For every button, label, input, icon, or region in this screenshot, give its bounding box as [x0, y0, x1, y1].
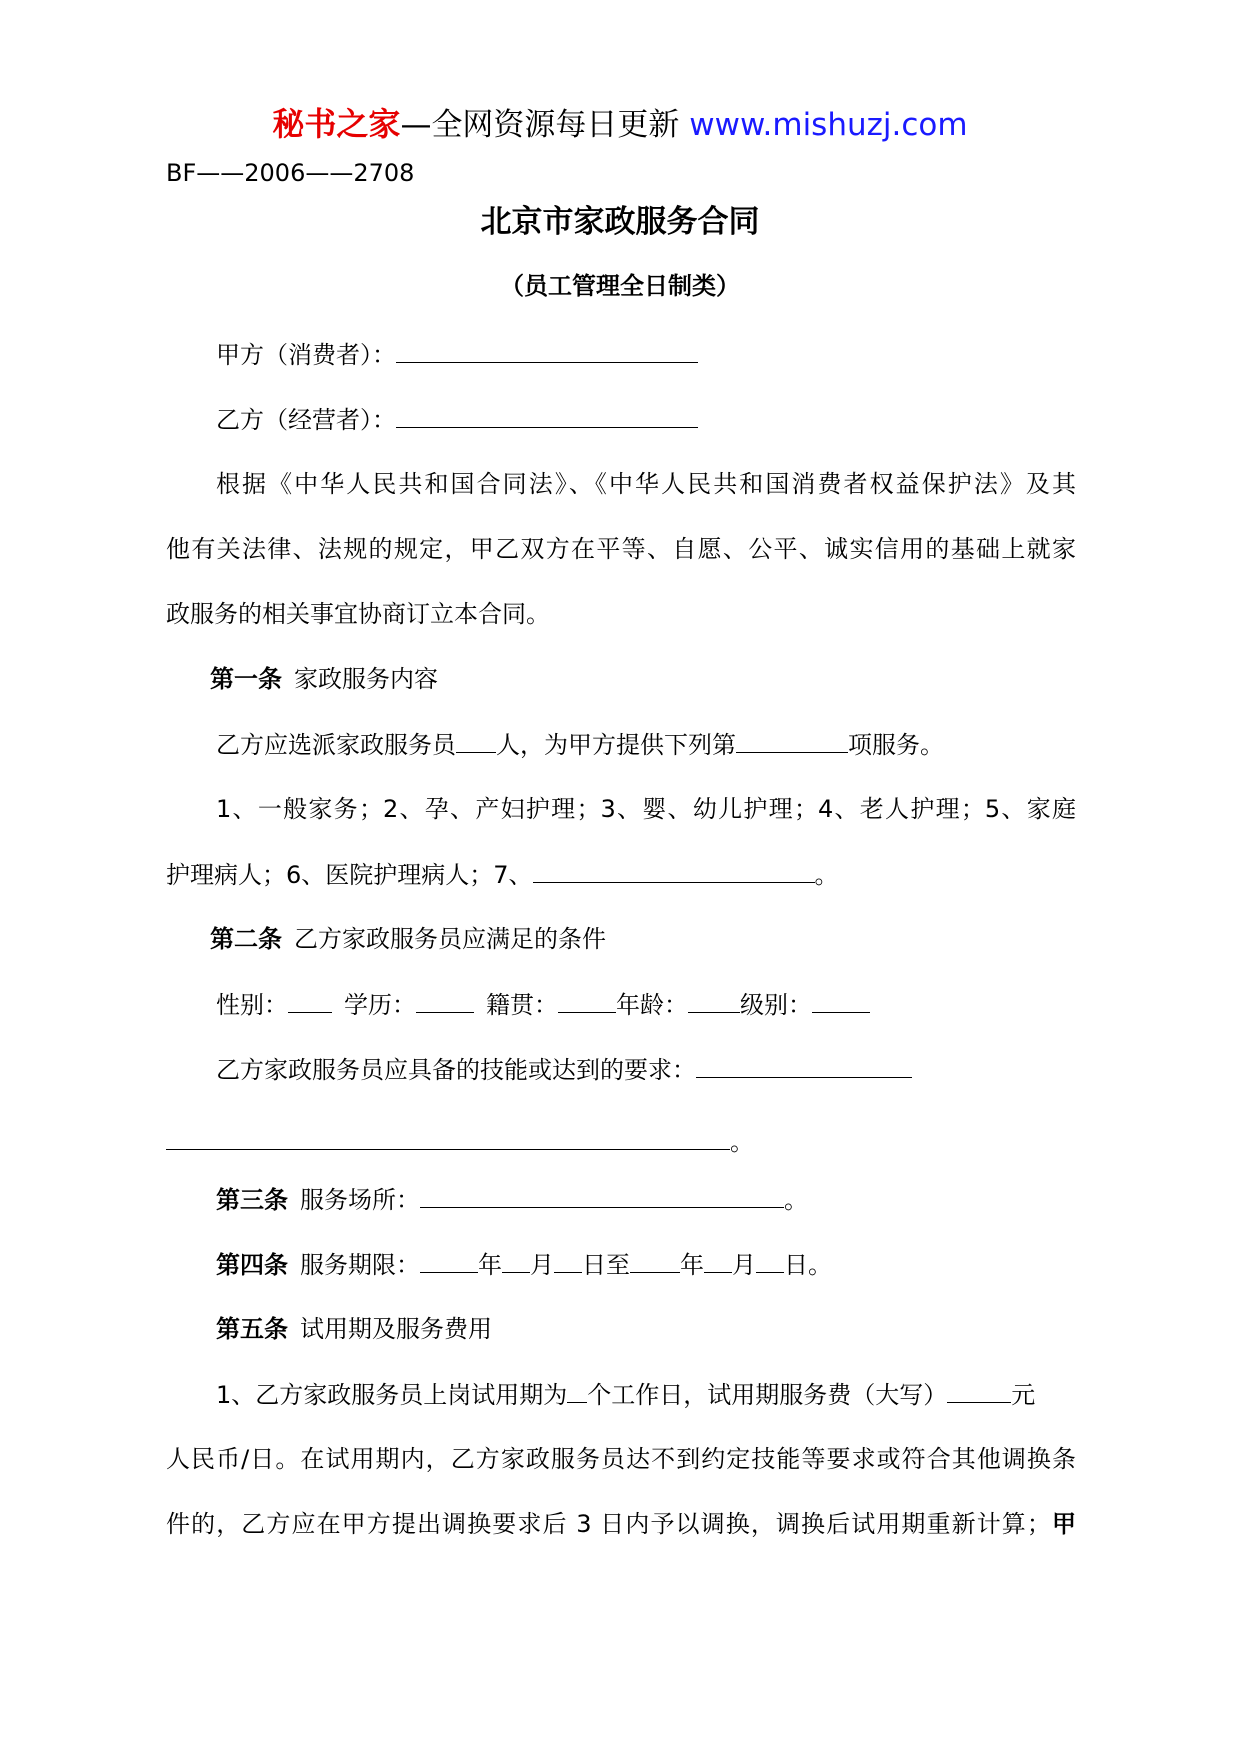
- end-year-blank: [630, 1246, 680, 1273]
- origin-blank: [558, 986, 616, 1013]
- article-2-number: 第二条: [210, 925, 282, 953]
- article-5-line-2: 人民币/日。在试用期内，乙方家政服务员达不到约定技能等要求或符合其他调换条: [166, 1445, 1076, 1473]
- level-label: 级别：: [740, 991, 812, 1019]
- article-1-line-1: [166, 726, 1126, 763]
- party-a-blank: [396, 336, 698, 363]
- year-label: 年: [478, 1251, 502, 1279]
- probation-fee-blank: [947, 1376, 1011, 1403]
- level-blank: [812, 986, 870, 1013]
- staff-count-label: 乙方应选派家政服务员: [216, 731, 456, 759]
- service-location-blank: [420, 1181, 784, 1208]
- skills-end: 。: [730, 1128, 754, 1156]
- brand-name: 秘书之家: [272, 105, 401, 143]
- year-label-2: 年: [680, 1251, 704, 1279]
- party-b-line: [166, 401, 1126, 438]
- probation-days-blank: [567, 1376, 587, 1403]
- site-url-link[interactable]: www.mishuzj.com: [689, 107, 968, 143]
- age-blank: [688, 986, 740, 1013]
- gender-label: 性别：: [216, 991, 288, 1019]
- day-end-label: 日。: [784, 1251, 832, 1279]
- article-4: [166, 1246, 1126, 1283]
- probation-fee-label: 个工作日，试用期服务费（大写）: [587, 1381, 948, 1409]
- contract-subtitle: （员工管理全日制类）: [500, 272, 740, 300]
- article-5-heading: [166, 1311, 1126, 1347]
- probation-label: 1、乙方家政服务员上岗试用期为: [216, 1381, 568, 1409]
- article-1-items-line-1: 1、一般家务；2、孕、产妇护理；3、婴、幼儿护理；4、老人护理；5、家庭: [216, 795, 1076, 823]
- items-line-2-end: 。: [814, 861, 839, 889]
- document-code: BF——2006——2708: [166, 159, 415, 187]
- service-item-suffix: 项服务。: [848, 731, 944, 759]
- education-blank: [416, 986, 474, 1013]
- other-service-blank: [533, 856, 815, 883]
- party-a-line: [166, 336, 1126, 373]
- party-a-label: 甲方（消费者）：: [216, 341, 396, 369]
- origin-label: 籍贯：: [486, 991, 558, 1019]
- start-year-blank: [420, 1246, 478, 1273]
- article-2-title: 乙方家政服务员应满足的条件: [294, 925, 606, 953]
- service-item-blank: [736, 726, 848, 753]
- article-1-number: 第一条: [210, 665, 282, 693]
- month-label: 月: [530, 1251, 554, 1279]
- article-5-line-3: [166, 1506, 1076, 1542]
- article-3-number: 第三条: [216, 1186, 288, 1214]
- contract-title: 北京市家政服务合同: [480, 204, 760, 240]
- party-b-label: 乙方（经营者）：: [216, 406, 396, 434]
- article-5-line-1: [166, 1376, 1126, 1413]
- article-2-skills-cont: [166, 1123, 1076, 1160]
- end-day-blank: [756, 1246, 784, 1273]
- article-3-end: 。: [784, 1186, 808, 1214]
- start-month-blank: [502, 1246, 530, 1273]
- end-month-blank: [704, 1246, 732, 1273]
- items-line-2-text: 护理病人；6、医院护理病人；7、: [166, 861, 533, 889]
- header-slogan: —全网资源每日更新: [400, 107, 690, 143]
- article-1-heading: [166, 661, 1120, 697]
- article-1-title: 家政服务内容: [294, 665, 438, 693]
- age-label: 年龄：: [616, 991, 688, 1019]
- service-item-label: 人，为甲方提供下列第: [496, 731, 736, 759]
- intro-line-1: 根据《中华人民共和国合同法》、《中华人民共和国消费者权益保护法》及其: [216, 470, 1076, 498]
- article-5-line-3-text: 件的，乙方应在甲方提出调换要求后 3 日内予以调换，调换后试用期重新计算；: [166, 1510, 1051, 1538]
- article-2-conditions: [166, 986, 1126, 1023]
- month-label-2: 月: [732, 1251, 756, 1279]
- article-4-title: 服务期限：: [300, 1251, 420, 1279]
- article-2-heading: [166, 921, 1120, 957]
- article-3-title: 服务场所：: [300, 1186, 420, 1214]
- skills-label: 乙方家政服务员应具备的技能或达到的要求：: [216, 1056, 696, 1084]
- article-5-line-3-bold: 甲: [1050, 1510, 1077, 1538]
- article-2-skills: [166, 1051, 1126, 1088]
- skills-blank-2: [166, 1123, 730, 1150]
- gender-blank: [288, 986, 332, 1013]
- education-label: 学历：: [344, 991, 416, 1019]
- intro-line-2: 他有关法律、法规的规定，甲乙双方在平等、自愿、公平、诚实信用的基础上就家: [166, 535, 1076, 563]
- day-to-label: 日至: [582, 1251, 630, 1279]
- probation-fee-unit: 元: [1011, 1381, 1036, 1409]
- party-b-blank: [396, 401, 698, 428]
- article-5-title: 试用期及服务费用: [300, 1315, 492, 1343]
- start-day-blank: [554, 1246, 582, 1273]
- article-3: [166, 1181, 1126, 1218]
- skills-blank: [696, 1051, 912, 1078]
- article-5-number: 第五条: [216, 1315, 288, 1343]
- site-header: [0, 102, 1240, 147]
- intro-line-3: 政服务的相关事宜协商订立本合同。: [166, 600, 550, 628]
- staff-count-blank: [456, 726, 496, 753]
- article-1-items-line-2: [166, 856, 1076, 893]
- article-4-number: 第四条: [216, 1251, 288, 1279]
